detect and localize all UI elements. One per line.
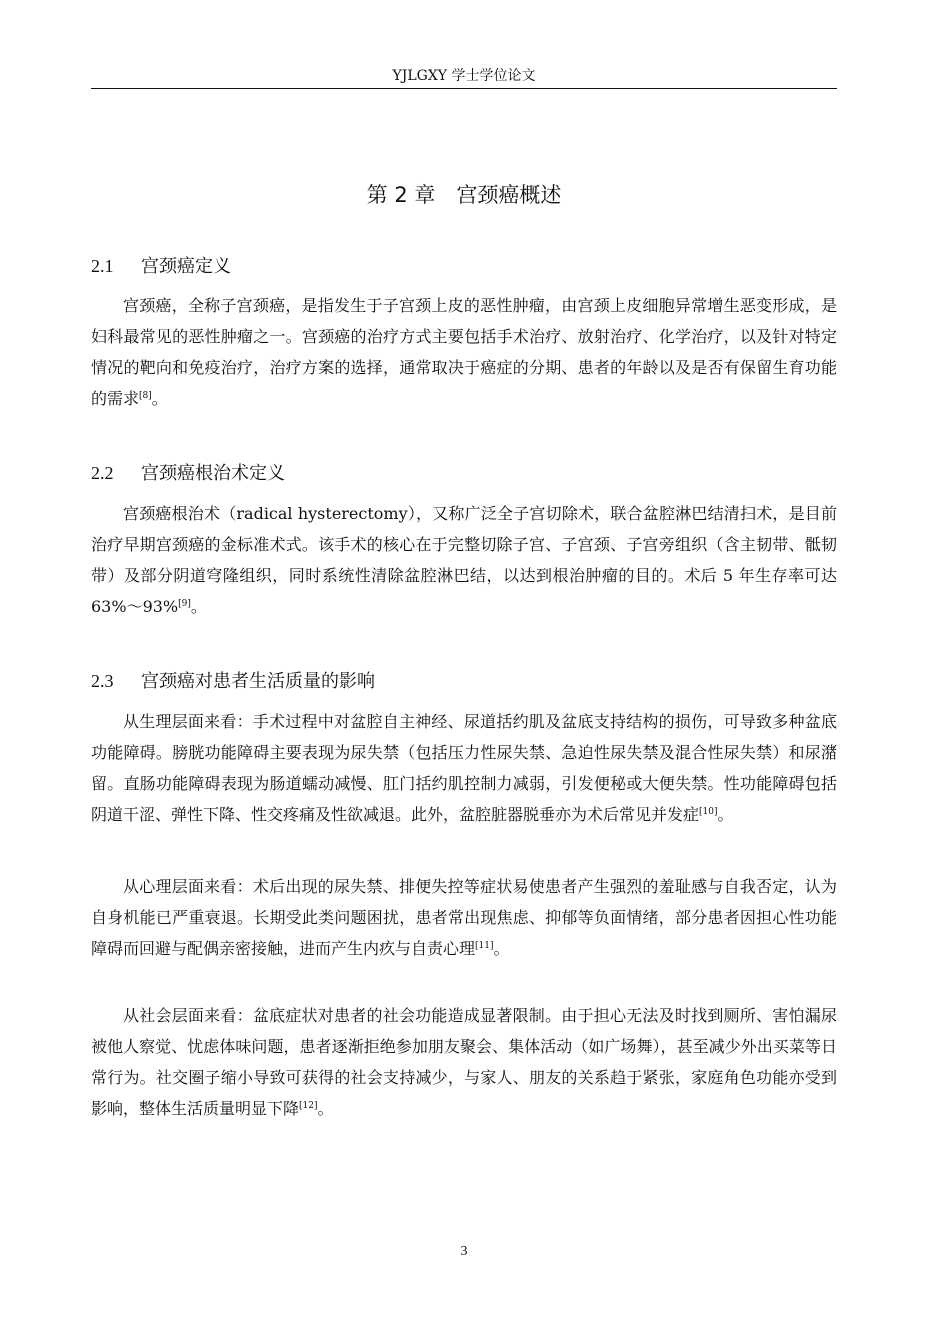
section-title: 宫颈癌定义 xyxy=(141,256,231,277)
paragraph-end: 。 xyxy=(717,805,734,824)
paragraph-text: 从社会层面来看：盆底症状对患者的社会功能造成显著限制。由于担心无法及时找到厕所、害怕漏尿被他人察觉、忧虑体味问题，患者逐渐拒绝参加朋友聚会、集体活动（如广场舞），甚至减少外出买菜等日常行为。社交圈子缩小导致可获得的社会支持减少，与家人、朋友的关系趋于紧张，家庭角色功能亦受到影响，整体生活质量明显下降 xyxy=(91,1006,837,1118)
section-heading-2-2 xyxy=(91,460,837,487)
citation: [8] xyxy=(139,391,152,401)
section-title: 宫颈癌对患者生活质量的影响 xyxy=(141,671,375,692)
section-number: 2.1 xyxy=(91,256,114,276)
paragraph-text: 宫颈癌，全称子宫颈癌，是指发生于子宫颈上皮的恶性肿瘤，由宫颈上皮细胞异常增生恶变形成，是妇科最常见的恶性肿瘤之一。宫颈癌的治疗方式主要包括手术治疗、放射治疗、化学治疗，以及针对特定情况的靶向和免疫治疗，治疗方案的选择，通常取决于癌症的分期、患者的年龄以及是否有保留生育功能的需求 xyxy=(91,296,837,408)
section-title: 宫颈癌根治术定义 xyxy=(141,463,285,484)
paragraph xyxy=(91,290,837,414)
paragraph xyxy=(91,706,837,830)
paragraph-text: 从心理层面来看：术后出现的尿失禁、排便失控等症状易使患者产生强烈的羞耻感与自我否定，认为自身机能已严重衰退。长期受此类问题困扰，患者常出现焦虑、抑郁等负面情绪，部分患者因担心性功能障碍而回避与配偶亲密接触，进而产生内疚与自责心理 xyxy=(91,877,837,958)
citation: [9] xyxy=(178,599,191,609)
paragraph-text: 从生理层面来看：手术过程中对盆腔自主神经、尿道括约肌及盆底支持结构的损伤，可导致多种盆底功能障碍。膀胱功能障碍主要表现为尿失禁（包括压力性尿失禁、急迫性尿失禁及混合性尿失禁）和尿潴留。直肠功能障碍表现为肠道蠕动减慢、肛门括约肌控制力减弱，引发便秘或大便失禁。性功能障碍包括阴道干涩、弹性下降、性交疼痛及性欲减退。此外，盆腔脏器脱垂亦为术后常见并发症 xyxy=(91,712,837,824)
paragraph xyxy=(91,871,837,964)
page-number: 3 xyxy=(460,1244,468,1259)
paragraph-text: 宫颈癌根治术（radical hysterectomy），又称广泛全子宫切除术，联合盆腔淋巴结清扫术，是目前治疗早期宫颈癌的金标准术式。该手术的核心在于完整切除子宫、子宫颈、子宫旁组织（含主韧带、骶韧带）及部分阴道穹隆组织，同时系统性清除盆腔淋巴结，以达到根治肿瘤的目的。术后 5 年生存率可达 63%～93% xyxy=(91,504,837,616)
section-number: 2.2 xyxy=(91,463,114,483)
paragraph xyxy=(91,498,837,622)
citation: [12] xyxy=(299,1101,318,1111)
paragraph xyxy=(91,1000,837,1124)
chapter-title: 第 2 章 宫颈癌概述 xyxy=(366,183,562,207)
paragraph-end: 。 xyxy=(493,939,510,958)
section-heading-2-1 xyxy=(91,253,837,280)
section-number: 2.3 xyxy=(91,671,114,691)
paragraph-end: 。 xyxy=(190,597,207,616)
paragraph-end: 。 xyxy=(317,1099,334,1118)
section-heading-2-3 xyxy=(91,668,837,695)
paragraph-end: 。 xyxy=(151,389,168,408)
header-title: YJLGXY 学士学位论文 xyxy=(392,68,536,84)
citation: [11] xyxy=(475,941,494,951)
citation: [10] xyxy=(699,807,718,817)
page-header xyxy=(91,66,837,89)
